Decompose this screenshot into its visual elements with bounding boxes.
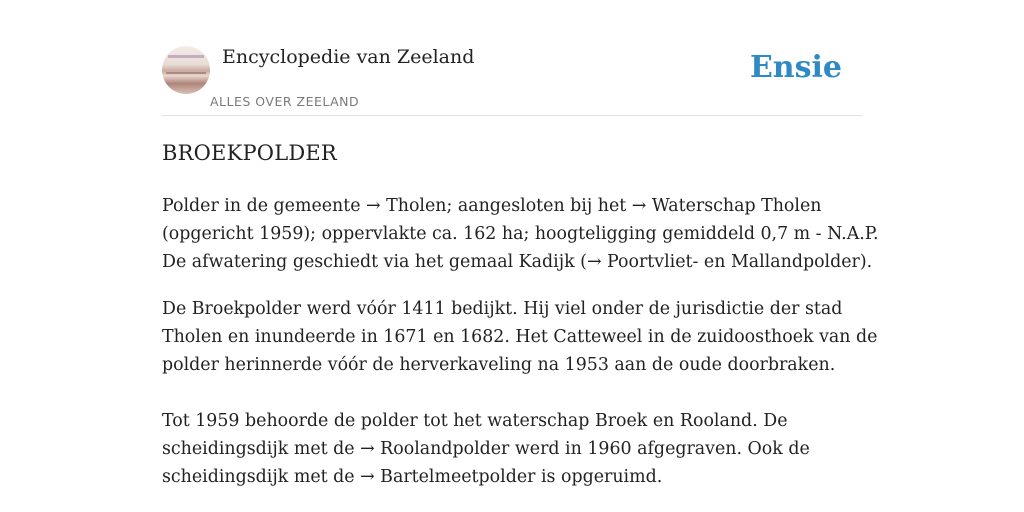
paragraph-line: polder herinnerde vóór de herverkaveling na 1953 aan de oude doorbraken. [162,355,836,375]
paragraph-line: De Broekpolder werd vóór 1411 bedijkt. Hij viel onder de jurisdictie der stad [162,299,843,319]
article-paragraph [162,407,862,491]
article-paragraph [162,295,878,379]
paragraph-line: scheidingsdijk met de → Bartelmeetpolder is opgeruimd. [162,467,663,487]
paragraph-line: Tholen en inundeerde in 1671 en 1682. Het Catteweel in de zuidoosthoek van de [162,327,878,347]
page [162,0,879,512]
site-title[interactable]: Encyclopedie van Zeeland [222,46,475,68]
paragraph-line: Polder in de gemeente → Tholen; aangesloten bij het → Waterschap Tholen [162,196,822,216]
article-headword: BROEKPOLDER [162,141,337,165]
paragraph-line: scheidingsdijk met de → Roolandpolder werd in 1960 afgegraven. Ook de [162,439,810,459]
ensie-logo[interactable]: Ensie [749,50,842,85]
avatar-detail [166,72,206,74]
site-tagline: ALLES OVER ZEELAND [210,94,360,109]
article-paragraph [162,192,879,276]
avatar-detail [168,55,204,58]
paragraph-line: (opgericht 1959); oppervlakte ca. 162 ha; hoogteligging gemiddeld 0,7 m - N.A.P. [162,224,879,244]
site-avatar[interactable] [162,46,210,94]
paragraph-line: Tot 1959 behoorde de polder tot het waterschap Broek en Rooland. De [162,411,788,431]
paragraph-line: De afwatering geschiedt via het gemaal Kadijk (→ Poortvliet- en Mallandpolder). [162,252,873,272]
site-header [162,0,862,116]
